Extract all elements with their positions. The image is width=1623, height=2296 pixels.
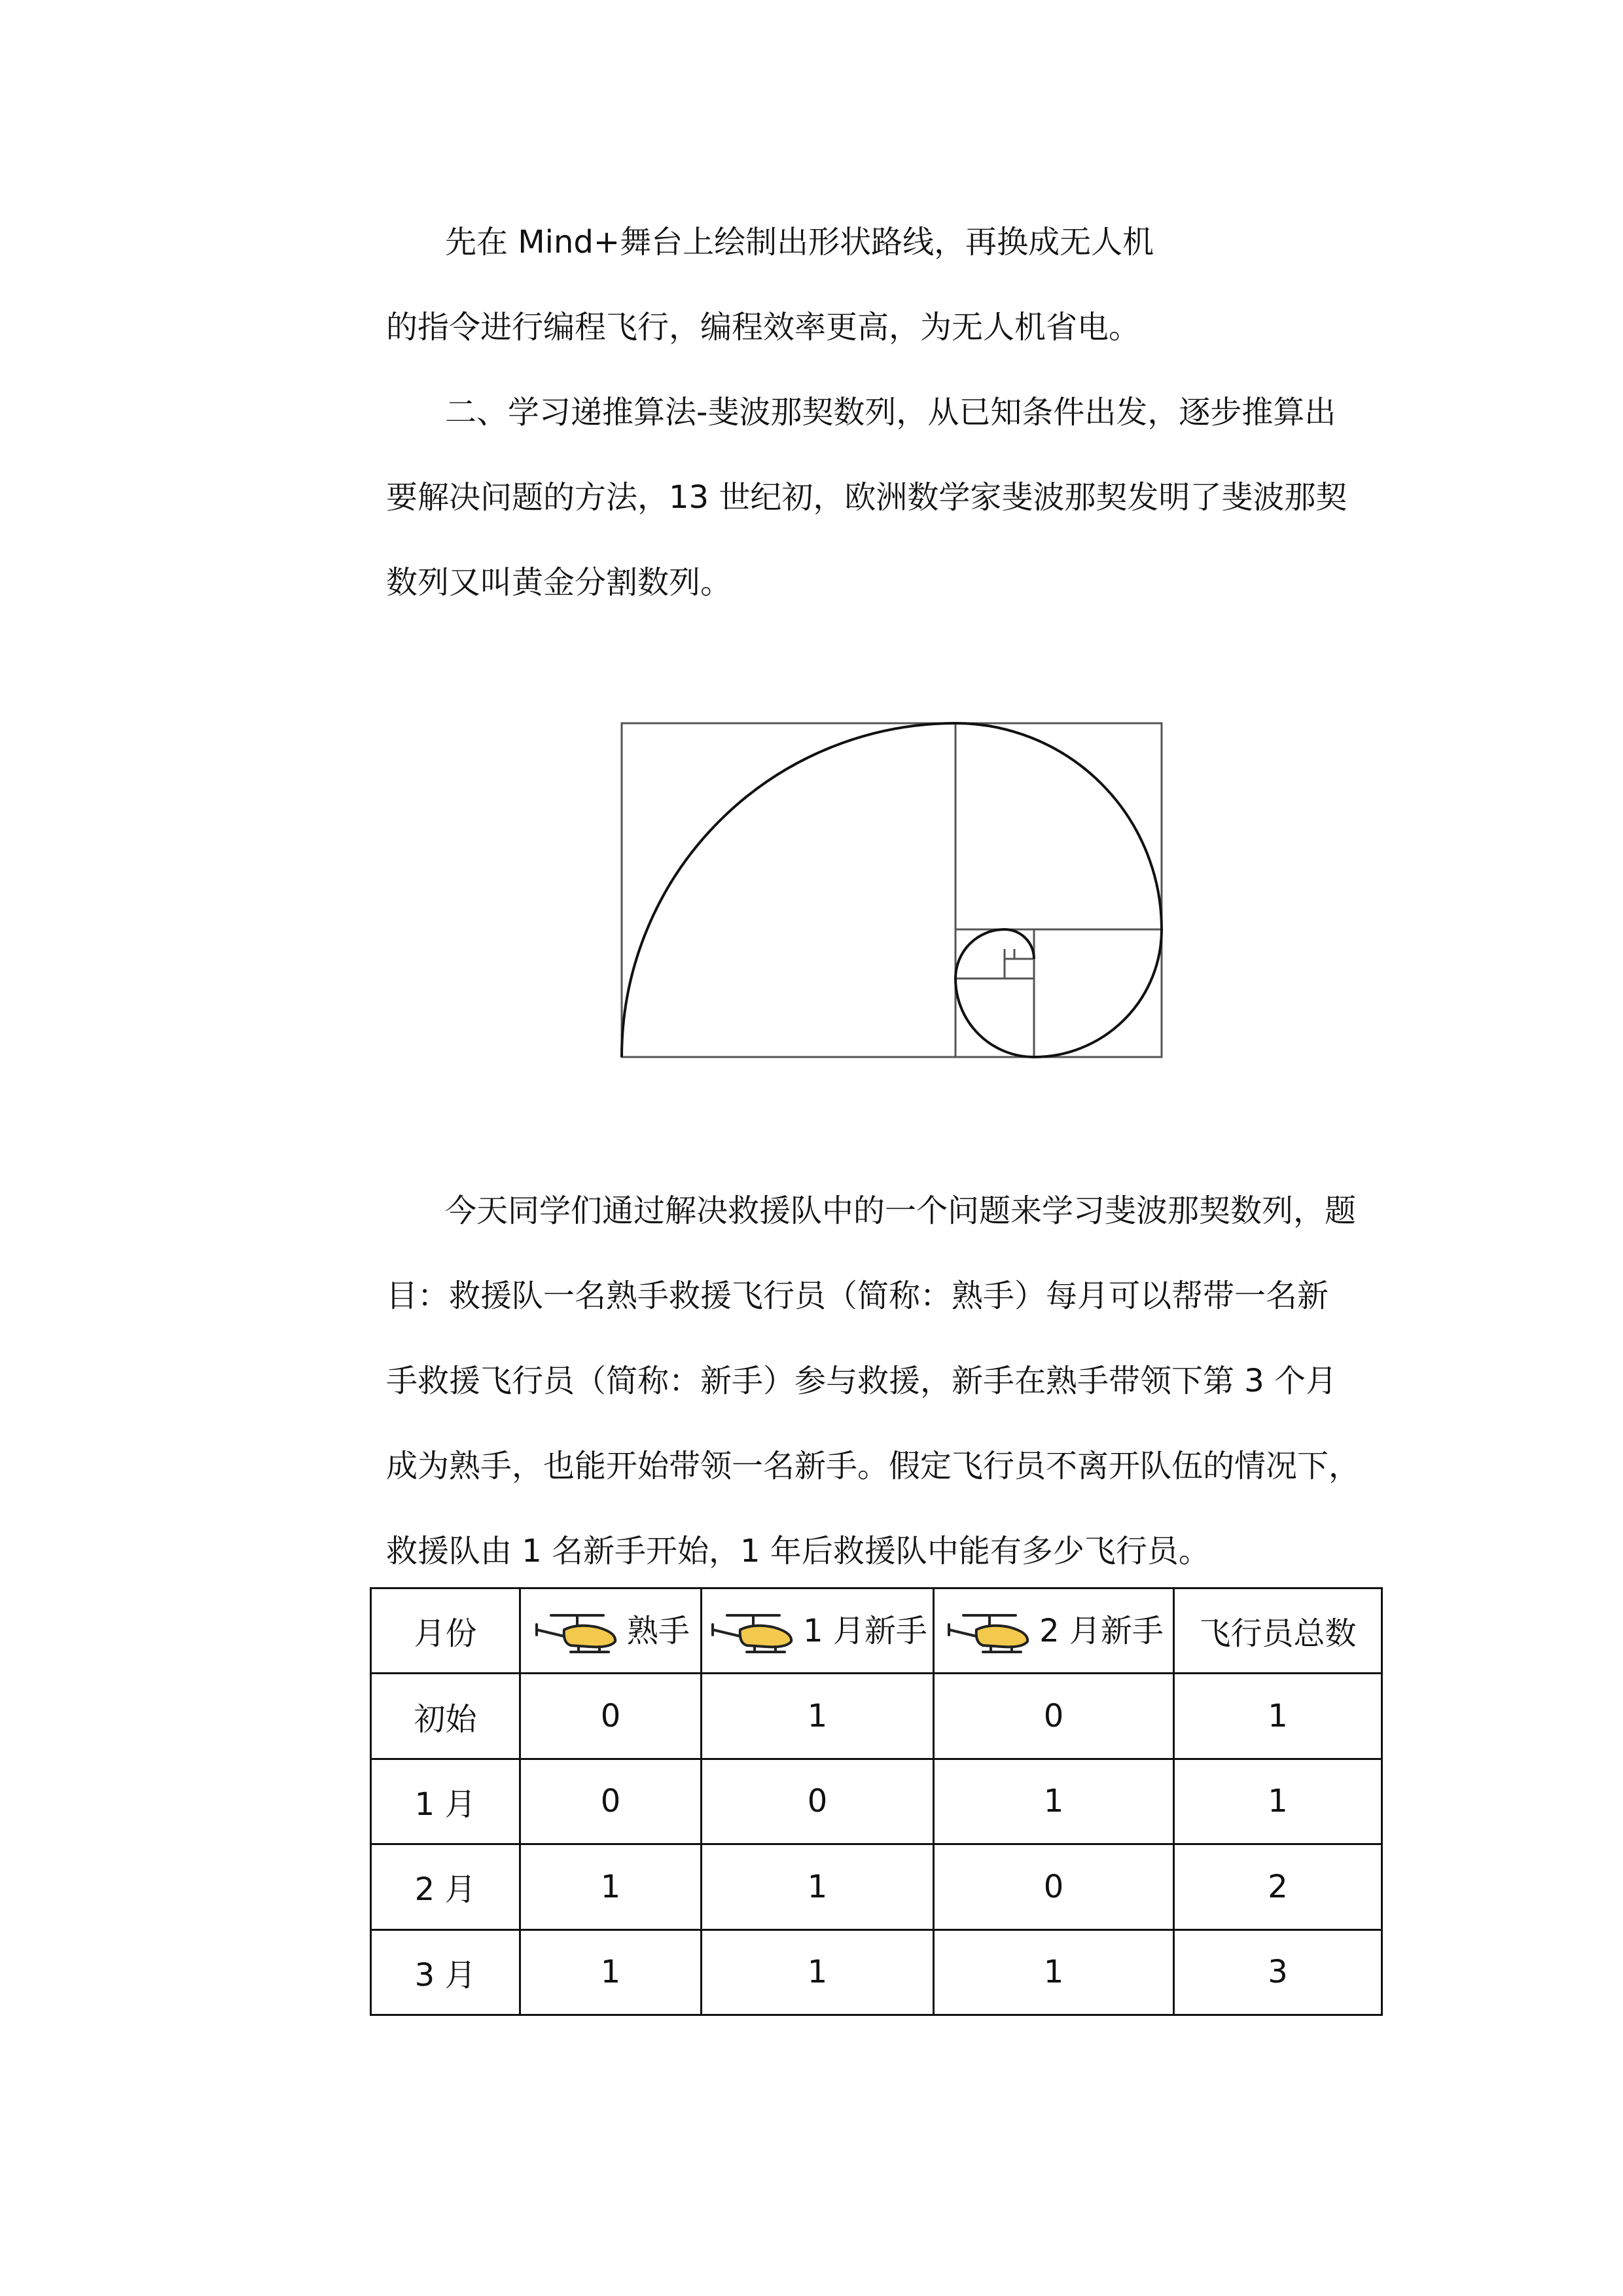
table-cell: 2	[1174, 1844, 1382, 1929]
helicopter-icon	[707, 1610, 799, 1656]
table-row	[371, 1759, 1382, 1844]
table-cell: 3	[1174, 1929, 1382, 2015]
table-cell: 3 月	[371, 1929, 520, 2015]
golden-spiral-icon	[615, 717, 1178, 1070]
table-cell: 1	[702, 1674, 934, 1759]
table-cell: 0	[934, 1844, 1174, 1929]
table-cell: 2 月	[371, 1844, 520, 1929]
header-cell: 1 月新手	[702, 1588, 934, 1674]
table-cell: 0	[702, 1759, 934, 1844]
text-line: 要解决问题的方法，13 世纪初，欧洲数学家斐波那契发明了斐波那契	[386, 479, 1347, 516]
table-row	[371, 1929, 1382, 2015]
table-row	[371, 1674, 1382, 1759]
table-cell: 0	[520, 1759, 702, 1844]
text-line: 先在 Mind+舞台上绘制出形状路线，再换成无人机	[445, 224, 1154, 260]
helicopter-icon	[944, 1610, 1035, 1656]
table-row	[371, 1844, 1382, 1929]
paragraph-problem	[386, 1168, 1387, 1594]
text-line: 目：救援队一名熟手救援飞行员（简称：熟手）每月可以帮带一名新	[386, 1278, 1329, 1314]
text-line: 的指令进行编程飞行，编程效率更高，为无人机省电。	[386, 309, 1141, 346]
table-cell: 1	[702, 1844, 934, 1929]
header-cell: 月份	[371, 1588, 520, 1674]
table-cell: 1	[1174, 1674, 1382, 1759]
text-line: 今天同学们通过解决救援队中的一个问题来学习斐波那契数列，题	[445, 1193, 1357, 1229]
paragraph-intro	[386, 200, 1387, 625]
text-line: 成为熟手，也能开始带领一名新手。假定飞行员不离开队伍的情况下，	[386, 1448, 1361, 1484]
helicopter-icon	[531, 1610, 623, 1656]
table-header-row	[371, 1588, 1382, 1674]
table-cell: 0	[934, 1674, 1174, 1759]
golden-rectangle	[622, 723, 1162, 1057]
text-line: 手救援飞行员（简称：新手）参与救援，新手在熟手带领下第 3 个月	[386, 1363, 1338, 1399]
table-cell: 1	[702, 1929, 934, 2015]
header-cell: 飞行员总数	[1174, 1588, 1382, 1674]
table-cell: 0	[520, 1674, 702, 1759]
header-cell: 2 月新手	[934, 1588, 1174, 1674]
text-line: 数列又叫黄金分割数列。	[386, 564, 732, 601]
table-cell: 初始	[371, 1674, 520, 1759]
table-cell: 1 月	[371, 1759, 520, 1844]
table-cell: 1	[934, 1929, 1174, 2015]
table-cell: 1	[934, 1759, 1174, 1844]
text-line: 二、学习递推算法-斐波那契数列，从已知条件出发，逐步推算出	[445, 394, 1336, 431]
text-line: 救援队由 1 名新手开始，1 年后救援队中能有多少飞行员。	[386, 1533, 1210, 1570]
table-cell: 1	[1174, 1759, 1382, 1844]
table-cell: 1	[520, 1844, 702, 1929]
pilot-table	[370, 1587, 1383, 2016]
table-cell: 1	[520, 1929, 702, 2015]
fibonacci-spiral	[622, 723, 1162, 1057]
header-cell: 熟手	[520, 1588, 702, 1674]
